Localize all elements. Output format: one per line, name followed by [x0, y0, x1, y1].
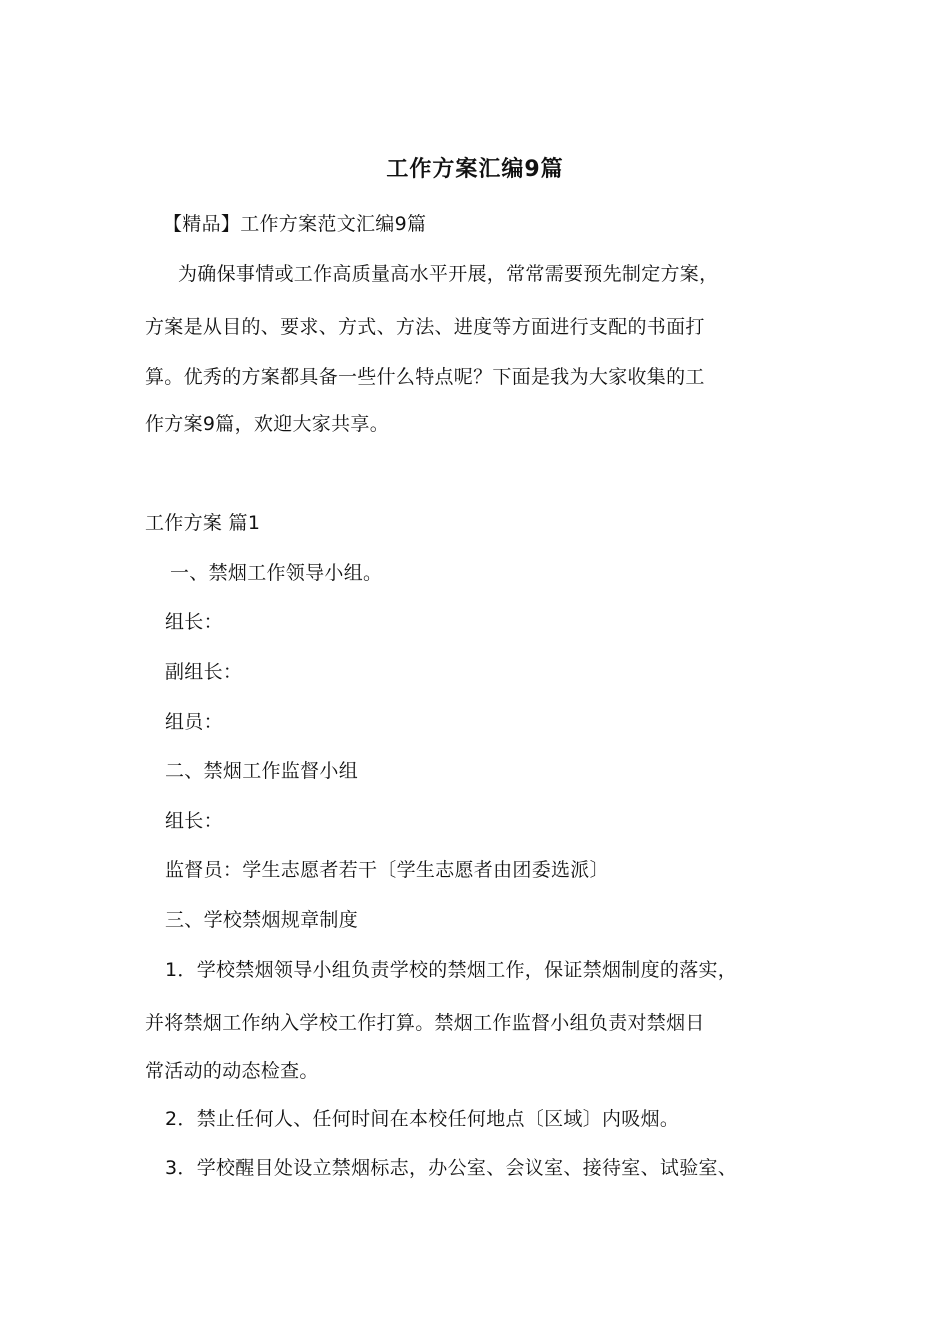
- body-line: 组员：: [165, 711, 223, 733]
- body-line: 2．禁止任何人、任何时间在本校任何地点〔区域〕内吸烟。: [165, 1108, 680, 1130]
- body-line: 监督员：学生志愿者若干〔学生志愿者由团委选派〕: [165, 859, 609, 881]
- intro-line: 为确保事情或工作高质量高水平开展，常常需要预先制定方案，: [178, 263, 719, 285]
- document-subtitle: 【精品】工作方案范文汇编9篇: [163, 213, 427, 235]
- body-line: 一、禁烟工作领导小组。: [170, 562, 383, 584]
- intro-line: 方案是从目的、要求、方式、方法、进度等方面进行支配的书面打: [145, 316, 705, 338]
- intro-line: 作方案9篇，欢迎大家共享。: [145, 413, 389, 435]
- body-line: 并将禁烟工作纳入学校工作打算。禁烟工作监督小组负责对禁烟日: [145, 1012, 705, 1034]
- body-line: 组长：: [165, 810, 223, 832]
- body-line: 3．学校醒目处设立禁烟标志，办公室、会议室、接待室、试验室、: [165, 1157, 738, 1179]
- body-line: 常活动的动态检查。: [145, 1060, 319, 1082]
- document-title: 工作方案汇编9篇: [386, 157, 564, 182]
- section-heading: 工作方案 篇1: [145, 512, 261, 534]
- body-line: 1．学校禁烟领导小组负责学校的禁烟工作，保证禁烟制度的落实，: [165, 959, 738, 981]
- body-line: 组长：: [165, 611, 223, 633]
- body-line: 三、学校禁烟规章制度: [165, 909, 359, 931]
- intro-line: 算。优秀的方案都具备一些什么特点呢？下面是我为大家收集的工: [145, 366, 705, 388]
- body-line: 二、禁烟工作监督小组: [165, 760, 359, 782]
- body-line: 副组长：: [165, 661, 243, 683]
